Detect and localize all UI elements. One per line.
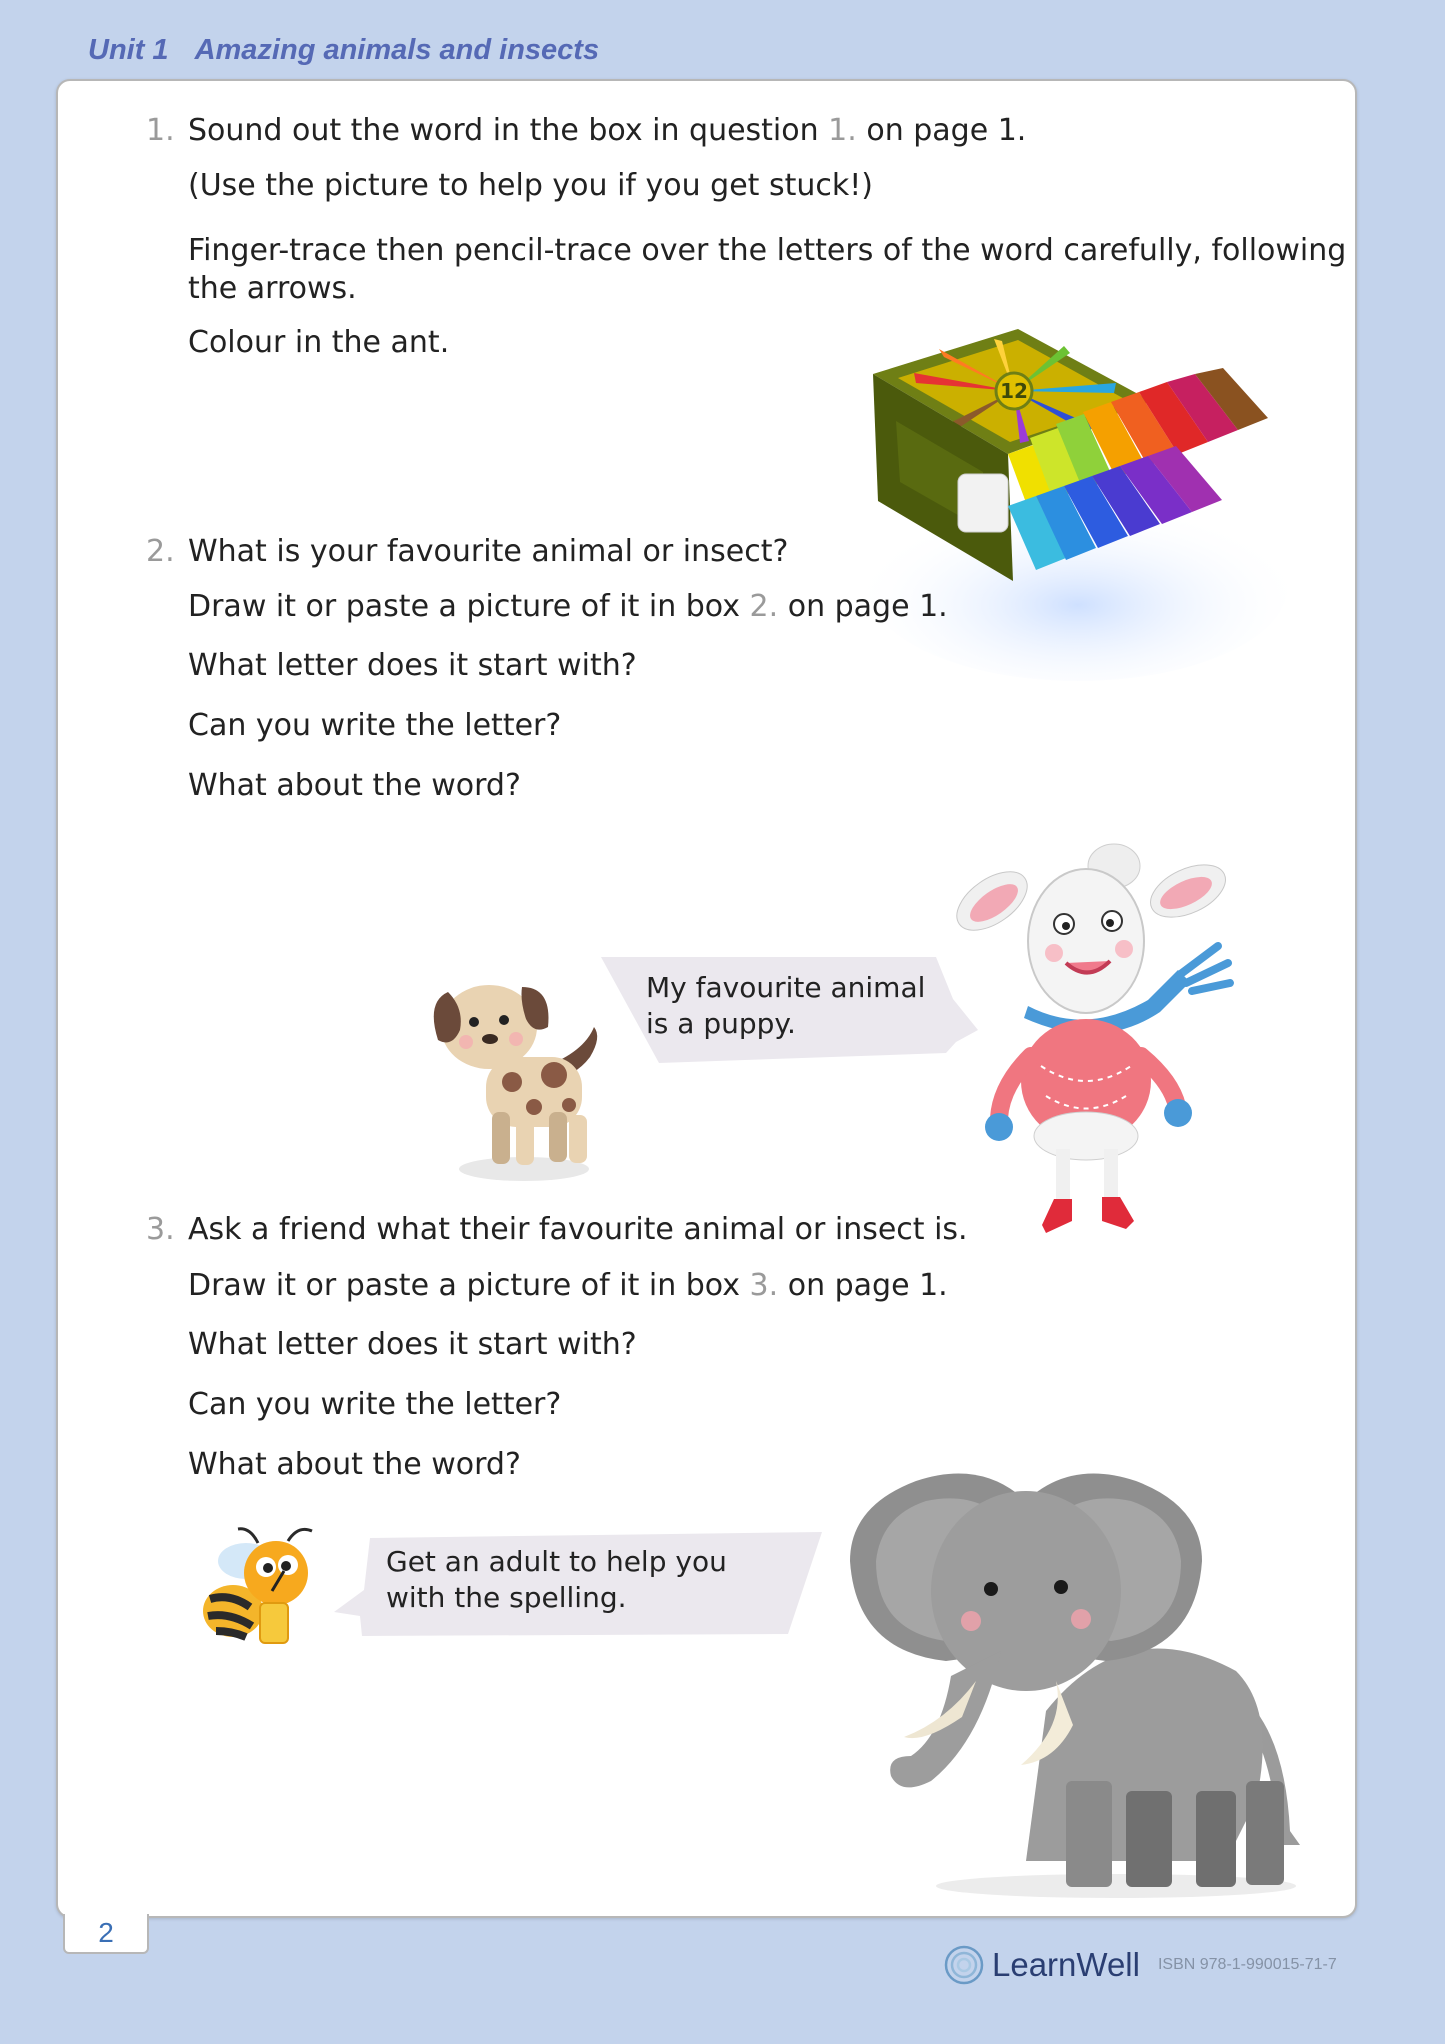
question-2-line-1: What is your favourite animal or insect? [188, 534, 789, 569]
bee-image [198, 1521, 328, 1661]
question-1-line-3: Finger-trace then pencil-trace over the letters of the word carefully, following the arrows. [188, 233, 1347, 306]
question-3-line-2: Draw it or paste a picture of it in box 3. on page 1. [188, 1268, 948, 1303]
brand-name: LearnWell [992, 1946, 1140, 1983]
crayon-box-image [808, 326, 1298, 706]
question-3-line-1: Ask a friend what their favourite animal or insect is. [188, 1212, 968, 1247]
question-3-line-3: What letter does it start with? [188, 1327, 637, 1362]
page-number: 2 [63, 1914, 149, 1954]
question-2-line-4: Can you write the letter? [188, 708, 562, 743]
question-1-line-2: (Use the picture to help you if you get stuck!) [188, 168, 873, 203]
question-2-line-5: What about the word? [188, 768, 521, 803]
question-2-line-2: Draw it or paste a picture of it in box 2. on page 1. [188, 589, 948, 624]
sheep-character-image [936, 831, 1266, 1251]
question-1-number: 1. [146, 113, 175, 148]
learnwell-logo-icon [944, 1945, 984, 1985]
question-3-line-5: What about the word? [188, 1447, 521, 1482]
bubble-bee-line-1: Get an adult to help you [386, 1545, 727, 1578]
question-1-line-1: Sound out the word in the box in question 1. on page 1. [188, 113, 1027, 148]
content-card [56, 79, 1357, 1918]
question-2-number: 2. [146, 534, 175, 569]
unit-label: Unit 1 [88, 34, 169, 66]
crayon-box-number: 12 [1000, 379, 1028, 403]
elephant-image [816, 1461, 1356, 1901]
unit-title: Amazing animals and insects [194, 34, 600, 66]
publisher-footer [944, 1942, 1337, 1988]
question-3-number: 3. [146, 1212, 175, 1247]
question-3-line-4: Can you write the letter? [188, 1387, 562, 1422]
isbn-text: ISBN 978-1-990015-71-7 [1157, 1956, 1337, 1973]
question-1-line-4: Colour in the ant. [188, 325, 450, 360]
bubble-puppy-line-2: is a puppy. [646, 1007, 796, 1040]
bubble-puppy-line-1: My favourite animal [646, 971, 926, 1004]
bubble-bee-line-2: with the spelling. [386, 1581, 627, 1614]
unit-header [88, 34, 599, 67]
question-2-line-3: What letter does it start with? [188, 648, 637, 683]
